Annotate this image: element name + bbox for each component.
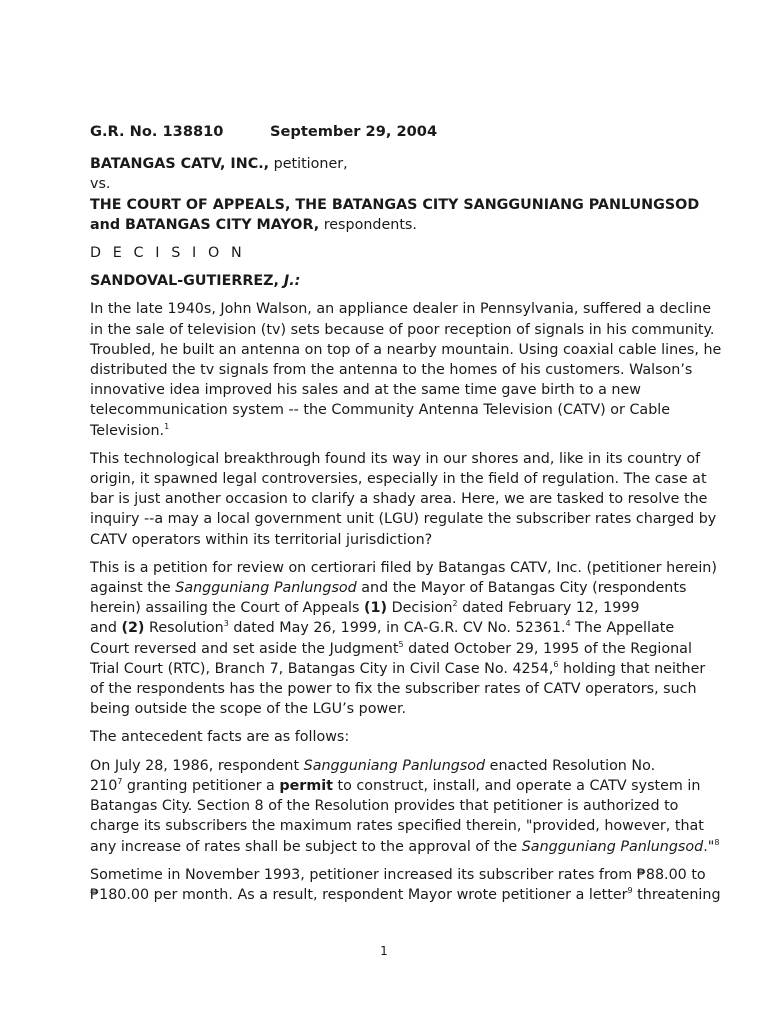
- paragraph-4: The antecedent facts are as follows:: [90, 729, 350, 746]
- text-span: against the: [90, 580, 176, 597]
- text-line: Troubled, he built an antenna on top of a nearby mountain. Using coaxial cable lines, he: [90, 341, 722, 358]
- footnote-ref: 7: [117, 777, 123, 787]
- text-span: 210: [90, 777, 118, 794]
- text-span: herein) assailing the Court of Appeals: [90, 600, 364, 617]
- footnote-ref: 2: [452, 599, 458, 609]
- ponente-name: SANDOVAL-GUTIERREZ,: [90, 273, 279, 290]
- text-line: CATV operators within its territorial jurisdiction?: [90, 531, 433, 548]
- text-span: threatening: [632, 886, 721, 903]
- footnote-ref: 6: [553, 660, 559, 670]
- text-span: Trial Court (RTC), Branch 7, Batangas City in Civil Case No. 4254,: [90, 660, 554, 677]
- text-span: enacted Resolution No.: [485, 757, 656, 774]
- footnote-ref: 8: [714, 837, 720, 847]
- text-line: bar is just another occasion to clarify a shady area. Here, we are tasked to resolve the: [90, 491, 708, 508]
- text-line: origin, it spawned legal controversies, especially in the field of regulation. The case at: [90, 471, 707, 488]
- text-span: Decision: [387, 600, 453, 617]
- text-span: and: [90, 620, 122, 637]
- decision-heading: D E C I S I O N: [90, 245, 246, 262]
- text-span: On July 28, 1986, respondent: [90, 757, 304, 774]
- footnote-ref: 1: [164, 421, 170, 431]
- ponente-title: J.:: [278, 273, 301, 290]
- text-line: Television.: [90, 422, 165, 439]
- text-line: innovative idea improved his sales and at the same time gave birth to a new: [90, 382, 641, 399]
- text-line: of the respondents has the power to fix the subscriber rates of CATV operators, such: [90, 681, 697, 698]
- bold-term: permit: [279, 777, 333, 794]
- case-date: September 29, 2004: [270, 123, 438, 140]
- text-line: inquiry --a may a local government unit (LGU) regulate the subscriber rates charged by: [90, 511, 717, 528]
- paragraph-1: [90, 299, 722, 440]
- text-span: and the Mayor of Batangas City (respondents: [356, 580, 687, 597]
- text-line: In the late 1940s, John Walson, an appliance dealer in Pennsylvania, suffered a decline: [90, 301, 711, 318]
- text-line: distributed the tv signals from the antenna to the homes of his customers. Walson’s: [90, 362, 693, 379]
- italic-term: Sangguniang Panlungsod: [175, 580, 357, 597]
- respondents-line-1: THE COURT OF APPEALS, THE BATANGAS CITY SANGGUNIANG PANLUNGSOD: [90, 196, 700, 213]
- text-line: charge its subscribers the maximum rates specified therein, "provided, however, that: [90, 818, 704, 835]
- text-span: granting petitioner a: [122, 777, 280, 794]
- paragraph-5: [90, 756, 720, 857]
- case-number: G.R. No. 138810: [90, 123, 224, 140]
- petitioner-role: petitioner,: [269, 156, 348, 173]
- text-span: dated May 26, 1999, in CA-G.R. CV No. 52361.: [228, 620, 566, 637]
- text-span: dated October 29, 1995 of the Regional: [403, 640, 692, 657]
- footnote-ref: 5: [398, 639, 404, 649]
- text-span: .": [703, 838, 715, 855]
- text-line: Batangas City. Section 8 of the Resolution provides that petitioner is authorized to: [90, 798, 679, 815]
- text-line: Sometime in November 1993, petitioner increased its subscriber rates from ₱88.00 to: [90, 866, 706, 883]
- paragraph-3: [90, 558, 717, 720]
- respondents-line-2: and BATANGAS CITY MAYOR,: [90, 216, 320, 233]
- versus: vs.: [90, 176, 111, 193]
- text-line: in the sale of television (tv) sets because of poor reception of signals in his community.: [90, 321, 715, 338]
- text-span: dated February 12, 1999: [457, 600, 640, 617]
- text-span: holding that neither: [558, 660, 706, 677]
- parties-block: [90, 154, 700, 235]
- footnote-ref: 3: [223, 619, 229, 629]
- respondents-role: respondents.: [319, 216, 417, 233]
- case-header: [90, 122, 680, 142]
- text-line: telecommunication system -- the Community Antenna Television (CATV) or Cable: [90, 402, 671, 419]
- document-page: [90, 122, 722, 905]
- text-line: being outside the scope of the LGU’s power.: [90, 701, 407, 718]
- text-span: any increase of rates shall be subject to the approval of the: [90, 838, 522, 855]
- bold-marker: (2): [121, 620, 145, 637]
- text-span: ₱180.00 per month. As a result, respondent Mayor wrote petitioner a letter: [90, 886, 628, 903]
- petitioner-name: BATANGAS CATV, INC.,: [90, 156, 270, 173]
- italic-term: Sangguniang Panlungsod: [521, 838, 704, 855]
- bold-marker: (1): [364, 600, 388, 617]
- footnote-ref: 4: [565, 619, 571, 629]
- page-number: 1: [380, 944, 388, 958]
- text-line: This technological breakthrough found its way in our shores and, like in its country of: [90, 450, 701, 467]
- text-span: Court reversed and set aside the Judgment: [90, 640, 399, 657]
- paragraph-6: [90, 865, 721, 905]
- paragraph-2: [90, 449, 717, 550]
- text-span: The Appellate: [570, 620, 675, 637]
- text-line: This is a petition for review on certiorari filed by Batangas CATV, Inc. (petitioner herein): [90, 559, 717, 576]
- footnote-ref: 9: [627, 886, 633, 896]
- italic-term: Sangguniang Panlungsod: [303, 757, 486, 774]
- text-span: to construct, install, and operate a CATV system in: [332, 777, 701, 794]
- text-span: Resolution: [144, 620, 224, 637]
